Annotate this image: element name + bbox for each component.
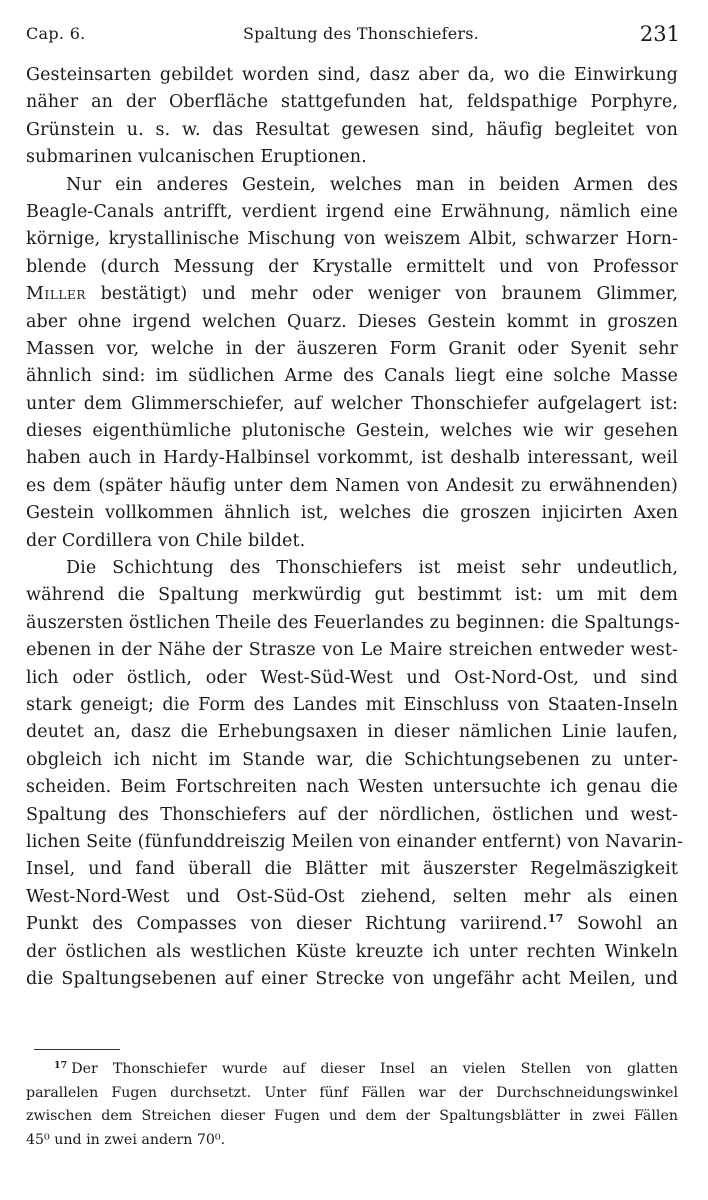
text-line: haben auch in Hardy-Halbinsel vorkommt, ist deshalb interessant, weil <box>26 448 678 469</box>
text-line: Gestein vollkommen ähnlich ist, welches die groszen injicirten Axen <box>26 503 678 524</box>
text-line <box>26 281 678 308</box>
page-number: 231 <box>639 22 680 46</box>
text-line: Die Schichtung des Thonschiefers ist meist sehr undeutlich, <box>66 558 678 579</box>
text-line: der Cordillera von Chile bildet. <box>26 530 306 551</box>
text-line: Grünstein u. s. w. das Resultat gewesen sind, häufig begleitet von <box>26 119 678 140</box>
text-line: blende (durch Messung der Krystalle ermittelt und von Professor <box>26 256 678 277</box>
text-line: die Spaltungsebenen auf einer Strecke von ungefähr acht Meilen, und <box>26 968 678 989</box>
footnote-number: 17 <box>54 1060 68 1071</box>
text-span: Sowohl an <box>576 914 678 935</box>
footnote-reference[interactable]: 17 <box>547 912 564 926</box>
text-line: Massen vor, welche in der äuszeren Form Granit oder Syenit sehr <box>26 338 678 359</box>
footnote-divider <box>34 1049 120 1050</box>
text-line: äuszersten östlichen Theile des Feuerlandes zu beginnen: die Spaltungs- <box>26 612 681 633</box>
text-line: Gesteinsarten gebildet worden sind, dasz aber da, wo die Einwirkung <box>26 65 678 85</box>
text-line: Insel, und fand überall die Blätter mit äuszerster Regelmäszigkeit <box>26 859 678 880</box>
text-line: dieses eigenthümliche plutonische Gestein, welches wie wir gesehen <box>26 421 678 442</box>
text-line: ähnlich sind: im südlichen Arme des Canals liegt eine solche Masse <box>26 366 678 387</box>
text-span: Der Thonschiefer wurde auf dieser Insel an vielen Stellen von glatten <box>71 1061 678 1077</box>
text-line: submarinen vulcanischen Eruptionen. <box>26 147 367 168</box>
text-line: näher an der Oberfläche stattgefunden hat, feldspathige Porphyre, <box>26 92 678 113</box>
running-head <box>26 20 680 50</box>
text-line: lichen Seite (fünfunddreiszig Meilen von einander entfernt) von Navarin- <box>26 831 684 852</box>
person-name-miller: Miller <box>26 284 86 305</box>
text-line: Beagle-Canals antrifft, verdient irgend eine Erwähnung, nämlich eine <box>26 201 678 222</box>
text-line: ebenen in der Nähe der Strasze von Le Maire streichen entweder west- <box>26 640 678 661</box>
footnote-line: parallelen Fugen durchsetzt. Unter fünf Fällen war der Durchschneidungswinkel <box>26 1084 678 1101</box>
text-line: Nur ein anderes Gestein, welches man in beiden Armen des <box>66 174 678 195</box>
running-title: Spaltung des Thonschiefers. <box>243 24 479 43</box>
text-line: es dem (später häufig unter dem Namen von Andesit zu erwähnenden) <box>26 475 678 496</box>
text-line: während die Spaltung merkwürdig gut bestimmt ist: um mit dem <box>26 585 678 606</box>
chapter-label: Cap. 6. <box>26 24 86 43</box>
text-line: West-Nord-West und Ost-Süd-Ost ziehend, selten mehr als einen <box>26 886 678 907</box>
footnote-line: 45⁰ und in zwei andern 70⁰. <box>26 1131 226 1148</box>
footnote-line: zwischen dem Streichen dieser Fugen und dem der Spaltungsblätter in zwei Fällen <box>26 1108 678 1124</box>
text-line: obgleich ich nicht im Stande war, die Schichtungsebenen zu unter- <box>26 749 678 770</box>
text-line: aber ohne irgend welchen Quarz. Dieses Gestein kommt in groszen <box>26 311 678 332</box>
text-line: deutet an, dasz die Erhebungsaxen in dieser nämlichen Linie laufen, <box>26 722 678 743</box>
text-span: Punkt des Compasses von dieser Richtung variirend. <box>26 914 548 935</box>
text-line: scheiden. Beim Fortschreiten nach Westen untersuchte ich genau die <box>26 777 678 798</box>
footnote-block <box>26 1058 678 1152</box>
text-line: der östlichen als westlichen Küste kreuzte ich unter rechten Winkeln <box>26 941 678 962</box>
text-span: bestätigt) und mehr oder weniger von braunem Glimmer, <box>100 284 678 305</box>
text-line <box>26 911 678 938</box>
body-text <box>26 62 684 993</box>
text-line: körnige, krystallinische Mischung von weiszem Albit, schwarzer Horn- <box>26 229 678 250</box>
text-line: Spaltung des Thonschiefers auf der nördlichen, östlichen und west- <box>26 804 678 825</box>
text-line: unter dem Glimmerschiefer, auf welcher Thonschiefer aufgelagert ist: <box>26 393 678 414</box>
footnote-line <box>26 1058 678 1082</box>
text-line: stark geneigt; die Form des Landes mit Einschluss von Staaten-Inseln <box>26 694 678 715</box>
text-line: lich oder östlich, oder West-Süd-West und Ost-Nord-Ost, und sind <box>26 667 678 688</box>
